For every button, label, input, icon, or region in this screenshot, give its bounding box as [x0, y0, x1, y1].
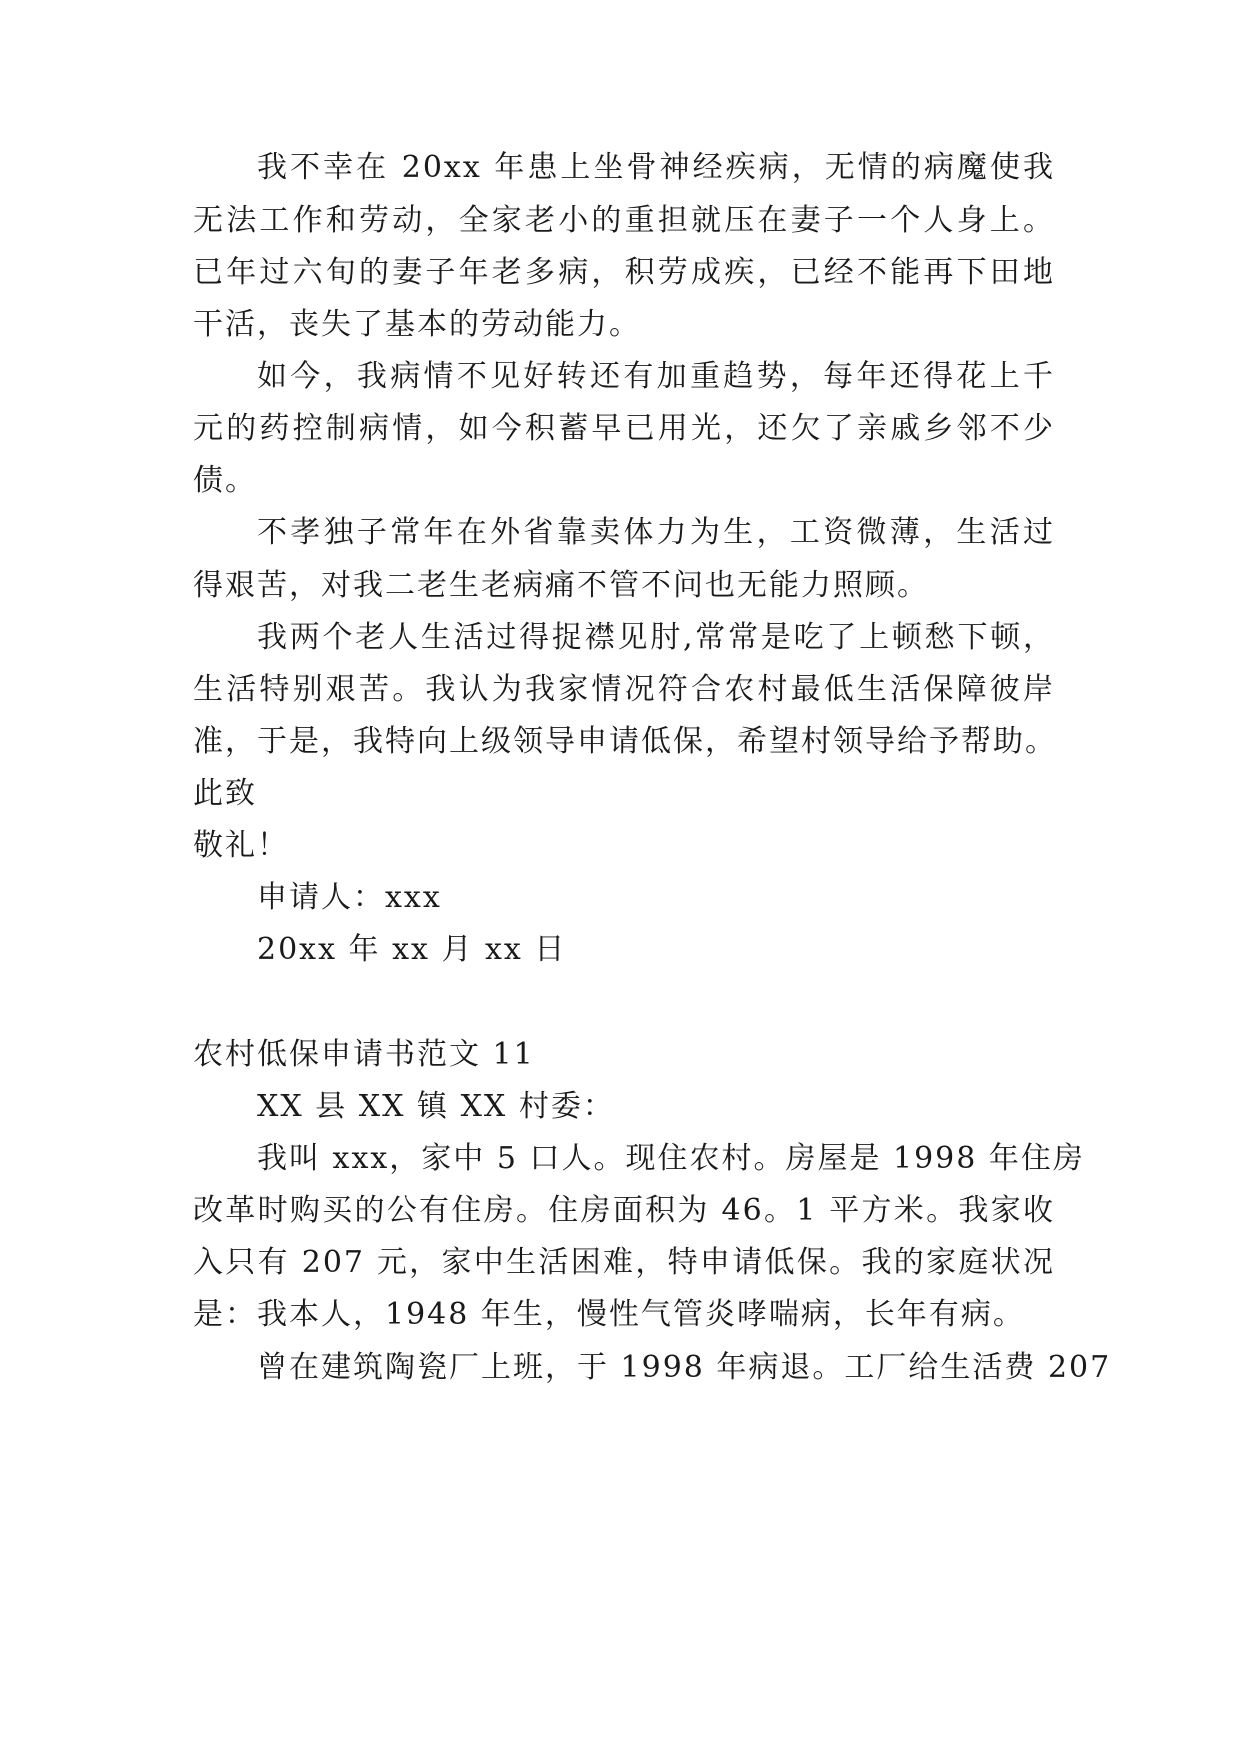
paragraph-line: 干活，丧失了基本的劳动能力。	[193, 307, 641, 342]
paragraph-line: 不孝独子常年在外省靠卖体力为生，工资微薄，生活过	[257, 515, 1055, 550]
paragraph-line: 曾在建筑陶瓷厂上班，于 1998 年病退。工厂给生活费 207	[257, 1350, 1112, 1385]
paragraph-line: 债。	[193, 463, 257, 498]
paragraph-line: 无法工作和劳动，全家老小的重担就压在妻子一个人身上。	[193, 203, 1055, 238]
paragraph-line: 我两个老人生活过得捉襟见肘,常常是吃了上顿愁下顿，	[257, 620, 1055, 655]
closing-line: 此致	[193, 776, 257, 811]
addressee-line: XX 县 XX 镇 XX 村委：	[257, 1089, 615, 1124]
paragraph-line: 我叫 xxx，家中 5 口人。现住农村。房屋是 1998 年住房	[257, 1141, 1085, 1176]
paragraph-line: 是：我本人，1948 年生，慢性气管炎哮喘病，长年有病。	[193, 1297, 1025, 1332]
paragraph-line: 元的药控制病情，如今积蓄早已用光，还欠了亲戚乡邻不少	[193, 411, 1055, 446]
paragraph-line: 准，于是，我特向上级领导申请低保，希望村领导给予帮助。	[193, 724, 1057, 759]
applicant-signature: 申请人：xxx	[257, 880, 442, 915]
paragraph-line: 已年过六旬的妻子年老多病，积劳成疾，已经不能再下田地	[193, 255, 1055, 290]
paragraph-line: 如今，我病情不见好转还有加重趋势，每年还得花上千	[257, 359, 1055, 394]
paragraph-line: 得艰苦，对我二老生老病痛不管不问也无能力照顾。	[193, 568, 929, 603]
paragraph-line: 改革时购买的公有住房。住房面积为 46。1 平方米。我家收	[193, 1193, 1055, 1228]
section-title: 农村低保申请书范文 11	[193, 1037, 535, 1072]
paragraph-line: 生活特别艰苦。我认为我家情况符合农村最低生活保障彼岸	[193, 672, 1055, 707]
paragraph-line: 我不幸在 20xx 年患上坐骨神经疾病，无情的病魔使我	[257, 150, 1055, 185]
paragraph-line: 入只有 207 元，家中生活困难，特申请低保。我的家庭状况	[193, 1245, 1055, 1280]
date-line: 20xx 年 xx 月 xx 日	[257, 932, 567, 967]
salutation-line: 敬礼！	[193, 828, 289, 863]
